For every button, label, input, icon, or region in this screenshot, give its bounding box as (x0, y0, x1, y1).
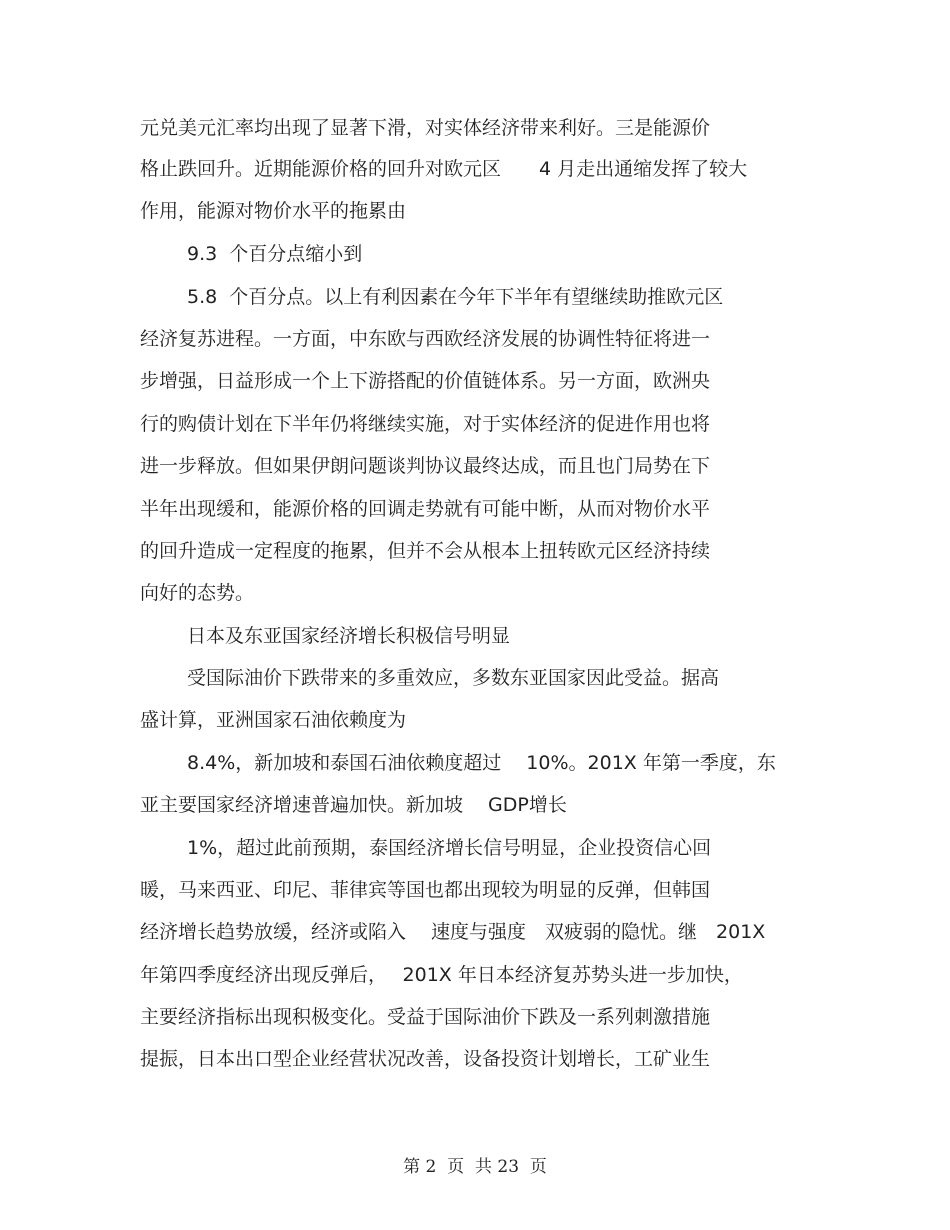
text-line: 向好的态势。 (140, 582, 255, 604)
text-line: 经济增长趋势放缓，经济或陷入 速度与强度 双疲弱的隐忧。继 201X (140, 921, 766, 943)
text-line: 的回升造成一定程度的拖累，但并不会从根本上扭转欧元区经济持续 (140, 540, 711, 562)
text-line: 8.4%，新加坡和泰国石油依赖度超过 10%。201X 年第一季度，东 (187, 752, 776, 774)
text-line: 受国际油价下跌带来的多重效应，多数东亚国家因此受益。据高 (187, 667, 720, 689)
text-line: 9.3 个百分点缩小到 (187, 243, 363, 265)
text-line: 步增强，日益形成一个上下游搭配的价值链体系。另一方面，欧洲央 (140, 370, 711, 392)
text-line: 暖，马来西亚、印尼、菲律宾等国也都出现较为明显的反弹，但韩国 (140, 879, 711, 901)
page-number-footer: 第 2 页 共 23 页 (403, 1157, 547, 1177)
text-line: 1%，超过此前预期，泰国经济增长信号明显，企业投资信心回 (187, 837, 712, 859)
text-line: 半年出现缓和，能源价格的回调走势就有可能中断，从而对物价水平 (140, 498, 711, 520)
text-line: 提振，日本出口型企业经营状况改善，设备投资计划增长，工矿业生 (140, 1048, 711, 1070)
text-line: 作用，能源对物价水平的拖累由 (140, 200, 407, 222)
text-line: 年第四季度经济出现反弹后， 201X 年日本经济复苏势头进一步加快， (140, 964, 743, 986)
text-line: 进一步释放。但如果伊朗问题谈判协议最终达成，而且也门局势在下 (140, 455, 711, 477)
text-line: 盛计算，亚洲国家石油依赖度为 (140, 709, 407, 731)
section-heading: 日本及东亚国家经济增长积极信号明显 (187, 625, 511, 647)
text-line: 5.8 个百分点。以上有利因素在今年下半年有望继续助推欧元区 (187, 286, 724, 308)
text-line: 格止跌回升。近期能源价格的回升对欧元区 4 月走出通缩发挥了较大 (140, 158, 748, 180)
text-line: 经济复苏进程。一方面，中东欧与西欧经济发展的协调性特征将进一 (140, 328, 711, 350)
text-line: 主要经济指标出现积极变化。受益于国际油价下跌及一系列刺激措施 (140, 1006, 711, 1028)
text-line: 亚主要国家经济增速普遍加快。新加坡 GDP增长 (140, 794, 567, 816)
text-line: 行的购债计划在下半年仍将继续实施，对于实体经济的促进作用也将 (140, 413, 711, 435)
text-line: 元兑美元汇率均出现了显著下滑，对实体经济带来利好。三是能源价 (140, 117, 711, 139)
